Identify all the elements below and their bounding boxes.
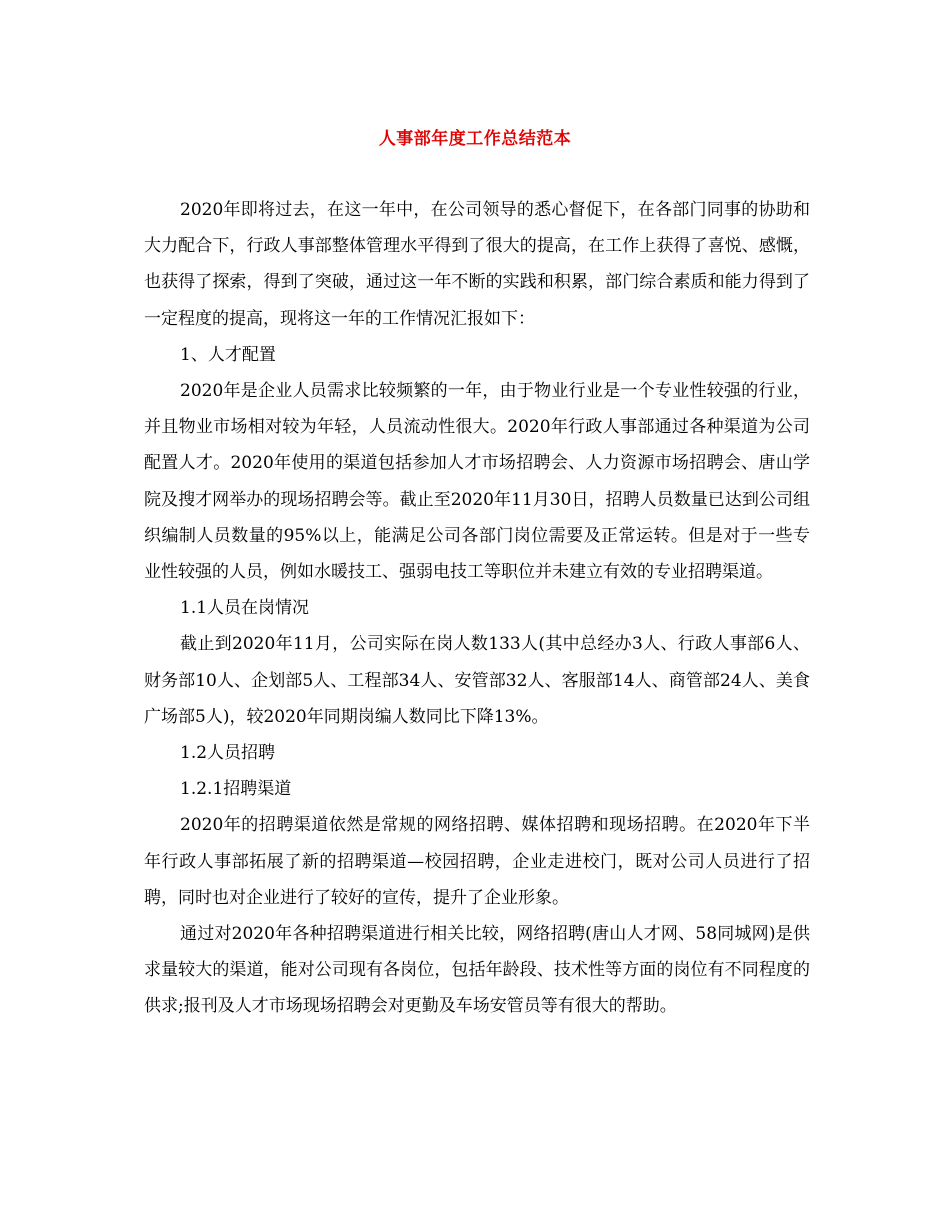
paragraph-talent-allocation: 2020年是企业人员需求比较频繁的一年，由于物业行业是一个专业性较强的行业，并且物业市场相对较为年轻，人员流动性很大。2020年行政人事部通过各种渠道为公司配置人才。2020年使用的渠道包括参加人才市场招聘会、人力资源市场招聘会、唐山学院及搜才网举办的现场招聘会等。截止至2020年11月30日，招聘人员数量已达到公司组织编制人员数量的95%以上，能满足公司各部门岗位需要及正常运转。但是对于一些专业性较强的人员，例如水暖技工、强弱电技工等职位并未建立有效的专业招聘渠道。: [144, 381, 810, 583]
heading-staff-on-duty: 1.1人员在岗情况: [180, 598, 310, 619]
document-body: [144, 192, 810, 1025]
paragraph-recruitment-channels: 2020年的招聘渠道依然是常规的网络招聘、媒体招聘和现场招聘。在2020年下半年行政人事部拓展了新的招聘渠道—校园招聘，企业走进校门，既对公司人员进行了招聘，同时也对企业进行了较好的宣传，提升了企业形象。: [144, 815, 810, 908]
heading-recruitment-channels: 1.2.1招聘渠道: [180, 779, 292, 800]
heading-talent-allocation: 1、人才配置: [180, 344, 276, 365]
paragraph-channel-comparison: 通过对2020年各种招聘渠道进行相关比较，网络招聘(唐山人才网、58同城网)是供求量较大的渠道，能对公司现有各岗位，包括年龄段、技术性等方面的岗位有不同程度的供求;报刊及人才市场现场招聘会对更勤及车场安管员等有很大的帮助。: [144, 924, 810, 1017]
heading-recruitment: 1.2人员招聘: [180, 743, 276, 764]
paragraph-intro: 2020年即将过去，在这一年中，在公司领导的悉心督促下，在各部门同事的协助和大力配合下，行政人事部整体管理水平得到了很大的提高，在工作上获得了喜悦、感慨，也获得了探索，得到了突破，通过这一年不断的实践和积累，部门综合素质和能力得到了一定程度的提高，现将这一年的工作情况汇报如下：: [144, 200, 810, 329]
paragraph-staff-on-duty: 截止到2020年11月，公司实际在岗人数133人(其中总经办3人、行政人事部6人、财务部10人、企划部5人、工程部34人、安管部32人、客服部14人、商管部24人、美食广场部5人)，较2020年同期岗编人数同比下降13%。: [144, 634, 810, 727]
document-title: 人事部年度工作总结范本: [378, 129, 572, 149]
